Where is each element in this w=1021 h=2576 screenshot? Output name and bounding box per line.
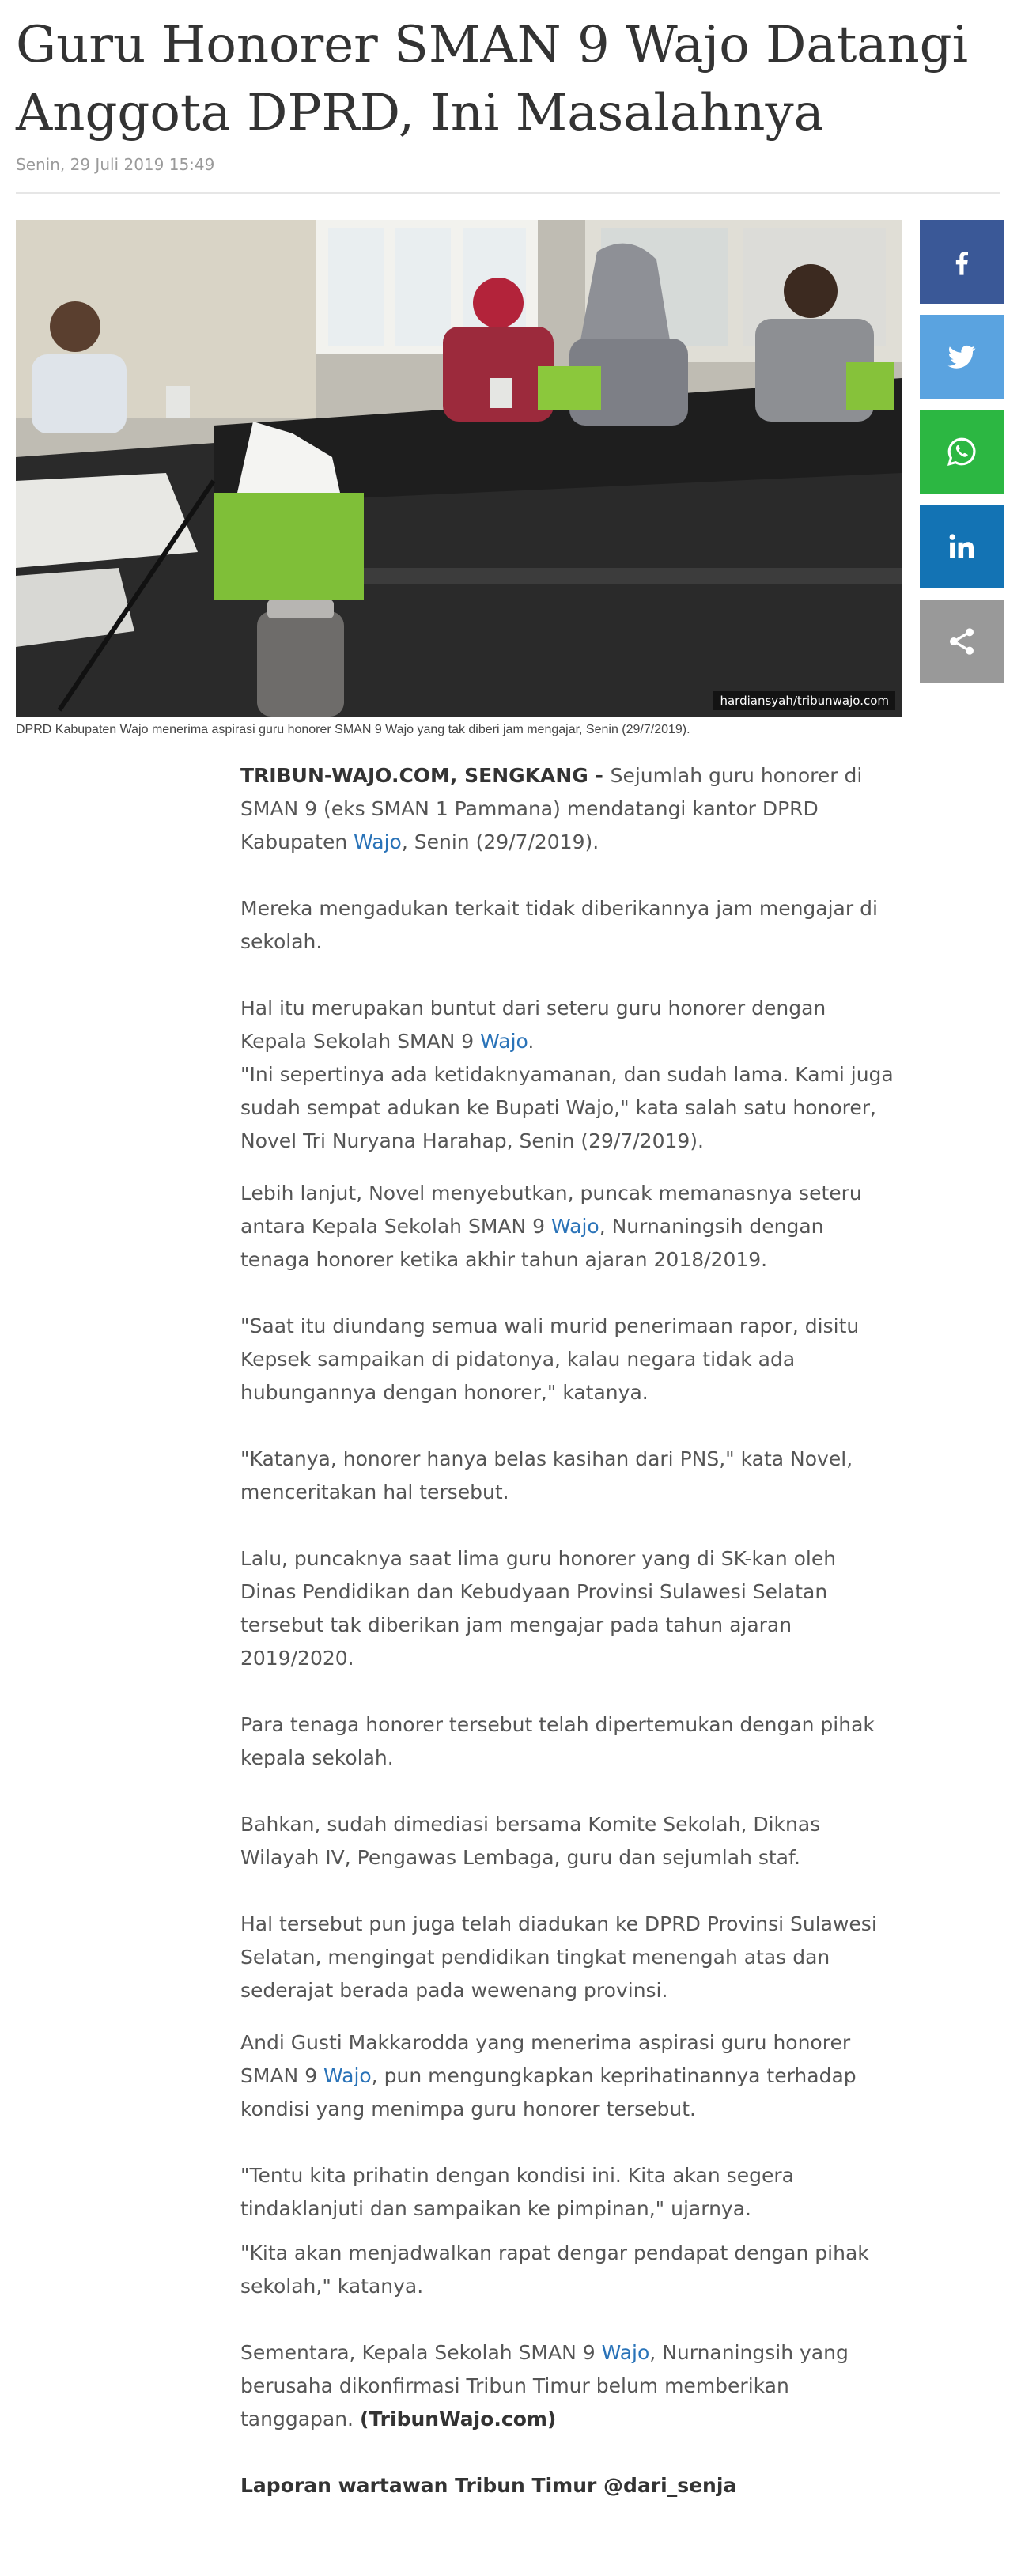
wajo-link[interactable]: Wajo [323, 2064, 372, 2087]
paragraph: Andi Gusti Makkarodda yang menerima aspirasi guru honorer SMAN 9 Wajo, pun mengungkapkan keprihatinannya terhadap kondisi yang menimpa guru honorer tersebut. [240, 2031, 857, 2120]
paragraph: Lebih lanjut, Novel menyebutkan, puncak memanasnya seteru antara Kepala Sekolah SMAN 9 Wajo, Nurnaningsih dengan tenaga honorer ketika akhir tahun ajaran 2018/2019. [240, 1182, 862, 1271]
facebook-share-button[interactable] [920, 220, 1004, 304]
share-button[interactable] [920, 600, 1004, 683]
article-photo [16, 220, 902, 717]
divider [16, 192, 1000, 194]
photo-caption: DPRD Kabupaten Wajo menerima aspirasi guru honorer SMAN 9 Wajo yang tak diberi jam mengajar, Senin (29/7/2019). [16, 723, 690, 736]
paragraph: "Kita akan menjadwalkan rapat dengar pendapat dengan pihak sekolah," katanya. [240, 2241, 869, 2298]
paragraph: Para tenaga honorer tersebut telah dipertemukan dengan pihak kepala sekolah. [240, 1713, 875, 1769]
source-tag: (TribunWajo.com) [359, 2408, 557, 2430]
facebook-icon [946, 246, 978, 278]
article-title: Guru Honorer SMAN 9 Wajo Datangi Anggota DPRD, Ini Masalahnya [16, 16, 969, 142]
paragraph: "Tentu kita prihatin dengan kondisi ini. Kita akan segera tindaklanjuti dan sampaikan ke pimpinan," ujarnya. [240, 2164, 794, 2220]
paragraph: "Ini sepertinya ada ketidaknyamanan, dan sudah lama. Kami juga sudah sempat adukan ke Bupati Wajo," kata salah satu honorer, Novel Tri Nuryana Harahap, Senin (29/7/2019). [240, 1063, 894, 1152]
wajo-link[interactable]: Wajo [354, 830, 402, 853]
paragraph: Mereka mengadukan terkait tidak diberikannya jam mengajar di sekolah. [240, 897, 878, 953]
wajo-link[interactable]: Wajo [480, 1030, 528, 1053]
wajo-link[interactable]: Wajo [601, 2341, 650, 2364]
wajo-link[interactable]: Wajo [551, 1215, 599, 1238]
article-date: Senin, 29 Juli 2019 15:49 [16, 155, 215, 174]
paragraph: Hal itu merupakan buntut dari seteru guru honorer dengan Kepala Sekolah SMAN 9 Wajo. [240, 997, 826, 1053]
paragraph: TRIBUN-WAJO.COM, SENGKANG - Sejumlah guru honorer di SMAN 9 (eks SMAN 1 Pammana) mendatangi kantor DPRD Kabupaten Wajo, Senin (29/7/2019). [240, 764, 863, 853]
paragraph: Bahkan, sudah dimediasi bersama Komite Sekolah, Diknas Wilayah IV, Pengawas Lembaga, guru dan sejumlah staf. [240, 1813, 821, 1869]
paragraph: Lalu, puncaknya saat lima guru honorer yang di SK-kan oleh Dinas Pendidikan dan Kebudyaan Provinsi Sulawesi Selatan tersebut tak diberikan jam mengajar pada tahun ajaran 2019/2020. [240, 1547, 837, 1670]
paragraph: Sementara, Kepala Sekolah SMAN 9 Wajo, Nurnaningsih yang berusaha dikonfirmasi Tribun Timur belum memberikan tanggapan. (TribunWajo.com) [240, 2341, 849, 2430]
paragraph [240, 2469, 897, 2502]
twitter-icon [945, 340, 978, 373]
paragraph: "Katanya, honorer hanya belas kasihan dari PNS," kata Novel, menceritakan hal tersebut. [240, 1447, 853, 1504]
byline: Laporan wartawan Tribun Timur @dari_senja [240, 2474, 737, 2497]
linkedin-share-button[interactable] [920, 505, 1004, 588]
whatsapp-share-button[interactable] [920, 410, 1004, 494]
whatsapp-icon [945, 435, 978, 468]
linkedin-icon [945, 530, 978, 563]
paragraph: Hal tersebut pun juga telah diadukan ke DPRD Provinsi Sulawesi Selatan, mengingat pendidikan tingkat menengah atas dan sederajat berada pada wewenang provinsi. [240, 1912, 877, 2002]
photo-credit: hardiansyah/tribunwajo.com [713, 691, 895, 710]
article-body [240, 759, 897, 2536]
paragraph: "Saat itu diundang semua wali murid penerimaan rapor, disitu Kepsek sampaikan di pidatonya, kalau negara tidak ada hubungannya dengan honorer," katanya. [240, 1314, 860, 1404]
dateline: TRIBUN-WAJO.COM, SENGKANG - [240, 764, 611, 787]
twitter-share-button[interactable] [920, 315, 1004, 399]
share-icon [946, 626, 978, 657]
